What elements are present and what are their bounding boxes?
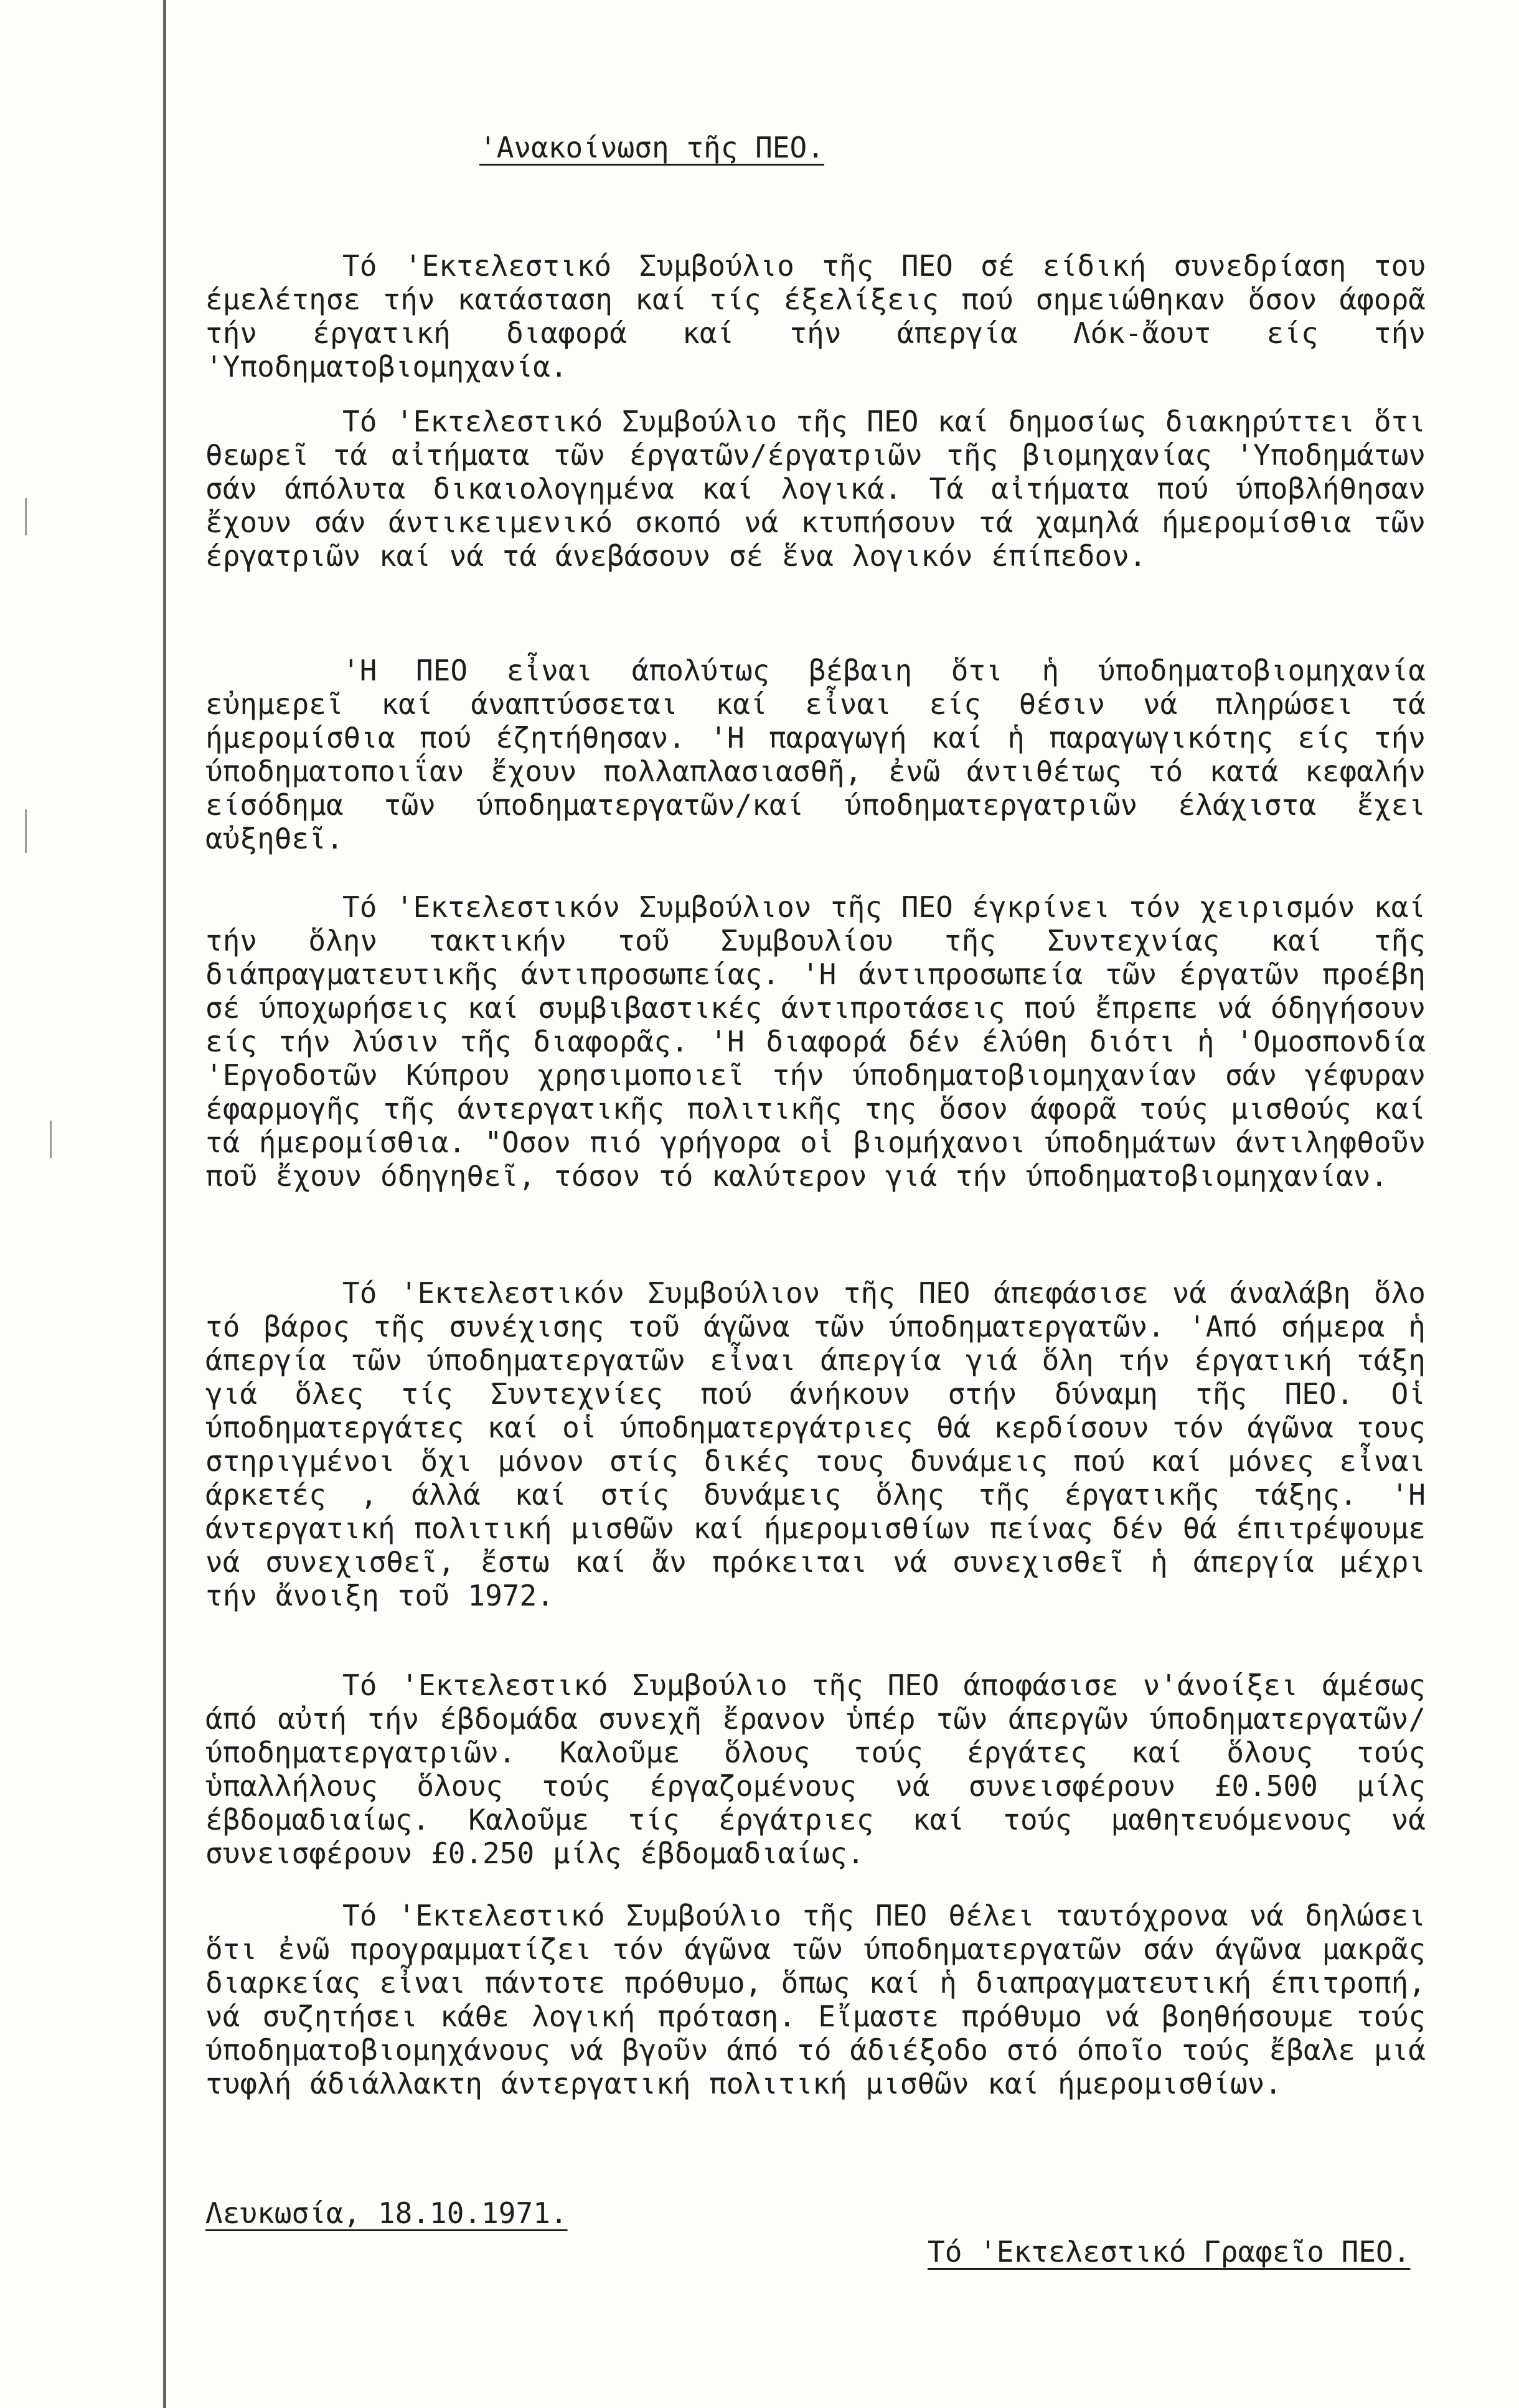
paragraph-6: Τό 'Εκτελεστικό Συμβούλιο τῆς ΠΕΟ άποφάσισε ν'άνοίξει άμέσως άπό αὐτή τήν έβδομάδα συνεχῆ ἔρανον ὑπέρ τῶν άπεργῶν ύποδηματεργατῶν/ύποδηματεργατριῶν. Καλοῦμε ὅλους τούς έργάτες καί ὅλους τούς ὑπαλλήλους ὅλους τούς έργαζομένους νά συνεισφέρουν £0.500 μίλς έβδομαδιαίως. Καλοῦμε τίς έργάτριες καί τούς μαθητευόμενους νά συνεισφέρουν £0.250 μίλς έβδομαδιαίως.: [205, 1668, 1426, 1870]
paragraph-3: 'Η ΠΕΟ εἶναι άπολύτως βέβαιη ὅτι ἡ ύποδηματοβιομηχανία εὐημερεῖ καί άναπτύσσεται καί εἶναι είς θέσιν νά πληρώσει τά ήμερομίσθια πού έζητήθησαν. 'Η παραγωγή καί ἡ παραγωγικότης είς τήν ύποδηματοποιΐαν ἔχουν πολλαπλασιασθῆ, ἐνῶ άντιθέτως τό κατά κεφαλήν είσόδημα τῶν ύποδηματεργατῶν/καί ύποδηματεργατριῶν έλάχιστα ἔχει αὐξηθεῖ.: [205, 654, 1426, 855]
left-margin-rule: [163, 0, 166, 2408]
margin-mark: [25, 498, 27, 535]
paragraph-2: Τό 'Εκτελεστικό Συμβούλιο τῆς ΠΕΟ καί δημοσίως διακηρύττει ὅτι θεωρεῖ τά αἰτήματα τῶν έργατῶν/έργατριῶν τῆς βιομηχανίας 'Υποδημάτων σάν άπόλυτα δικαιολογημένα καί λογικά. Τά αἰτήματα πού ύποβλήθησαν ἔχουν σάν άντικειμενικό σκοπό νά κτυπήσουν τά χαμηλά ήμερομίσθια τῶν έργατριῶν καί νά τά άνεβάσουν σέ ἕνα λογικόν έπίπεδον.: [205, 405, 1426, 573]
place-date: Λευκωσία, 18.10.1971.: [205, 2196, 568, 2230]
paragraph-1: Τό 'Εκτελεστικό Συμβούλιο τῆς ΠΕΟ σέ είδική συνεδρίαση του έμελέτησε τήν κατάσταση καί τίς έξελίξεις πού σημειώθηκαν ὅσον άφορᾶ τήν έργατική διαφορά καί τήν άπεργία Λόκ-ἄουτ είς τήν 'Υποδηματοβιομηχανία.: [205, 249, 1426, 383]
paragraph-4: Τό 'Εκτελεστικόν Συμβούλιον τῆς ΠΕΟ έγκρίνει τόν χειρισμόν καί τήν ὅλην τακτικήν τοῦ Συμβουλίου τῆς Συντεχνίας καί τῆς διάπραγματευτικῆς άντιπροσωπείας. 'Η άντιπροσωπεία τῶν έργατῶν προέβη σέ ύποχωρήσεις καί συμβιβαστικές άντιπροτάσεις πού ἔπρεπε νά όδηγήσουν είς τήν λύσιν τῆς διαφορᾶς. 'Η διαφορά δέν έλύθη διότι ἡ 'Ομοσπονδία 'Εργοδοτῶν Κύπρου χρησιμοποιεῖ τήν ύποδηματοβιομηχανίαν σάν γέφυραν έφαρμογῆς τῆς άντεργατικῆς πολιτικῆς της ὅσον άφορᾶ τούς μισθούς καί τά ήμερομίσθια. "Οσον πιό γρήγορα οἱ βιομήχανοι ύποδημάτων άντιληφθοῦν ποῦ ἔχουν όδηγηθεῖ, τόσον τό καλύτερον γιά τήν ύποδηματοβιομηχανίαν.: [205, 890, 1426, 1193]
page-title: 'Ανακοίνωση τῆς ΠΕΟ.: [479, 131, 824, 164]
paragraph-5: Τό 'Εκτελεστικόν Συμβούλιον τῆς ΠΕΟ άπεφάσισε νά άναλάβη ὅλο τό βάρος τῆς συνέχισης τοῦ άγῶνα τῶν ύποδηματεργατῶν. 'Από σήμερα ἡ άπεργία τῶν ύποδηματεργατῶν εἶναι άπεργία γιά ὅλη τήν έργατική τάξη γιά ὅλες τίς Συντεχνίες πού άνήκουν στήν δύναμη τῆς ΠΕΟ. Οἱ ύποδηματεργάτες καί οἱ ύποδηματεργάτριες θά κερδίσουν τόν άγῶνα τους στηριγμένοι ὅχι μόνον στίς δικές τους δυνάμεις πού καί μόνες εἶναι άρκετές , άλλά καί στίς δυνάμεις ὅλης τῆς έργατικῆς τάξης. 'Η άντεργατική πολιτική μισθῶν καί ήμερομισθίων πείνας δέν θά έπιτρέψουμε νά συνεχισθεῖ, ἔστω καί ἄν πρόκειται νά συνεχισθεῖ ἡ άπεργία μέχρι τήν ἄνοιξη τοῦ 1972.: [205, 1276, 1426, 1612]
margin-mark: [25, 809, 27, 853]
signature-line: Τό 'Εκτελεστικό Γραφεῖο ΠΕΟ.: [928, 2235, 1411, 2269]
margin-mark: [50, 1121, 52, 1158]
paragraph-7: Τό 'Εκτελεστικό Συμβούλιο τῆς ΠΕΟ θέλει ταυτόχρονα νά δηλώσει ὅτι ἐνῶ προγραμματίζει τόν άγῶνα τῶν ύποδηματεργατῶν σάν άγῶνα μακρᾶς διαρκείας εἶναι πάντοτε πρόθυμο, ὅπως καί ἡ διαπραγματευτική έπιτροπή, νά συζητήσει κάθε λογική πρόταση. Εἴμαστε πρόθυμο νά βοηθήσουμε τούς ύποδηματοβιομηχάνους νά βγοῦν άπό τό άδιέξοδο στό όποῖο τούς ἔβαλε μιά τυφλή άδιάλλακτη άντεργατική πολιτική μισθῶν καί ήμερομισθίων.: [205, 1899, 1426, 2100]
